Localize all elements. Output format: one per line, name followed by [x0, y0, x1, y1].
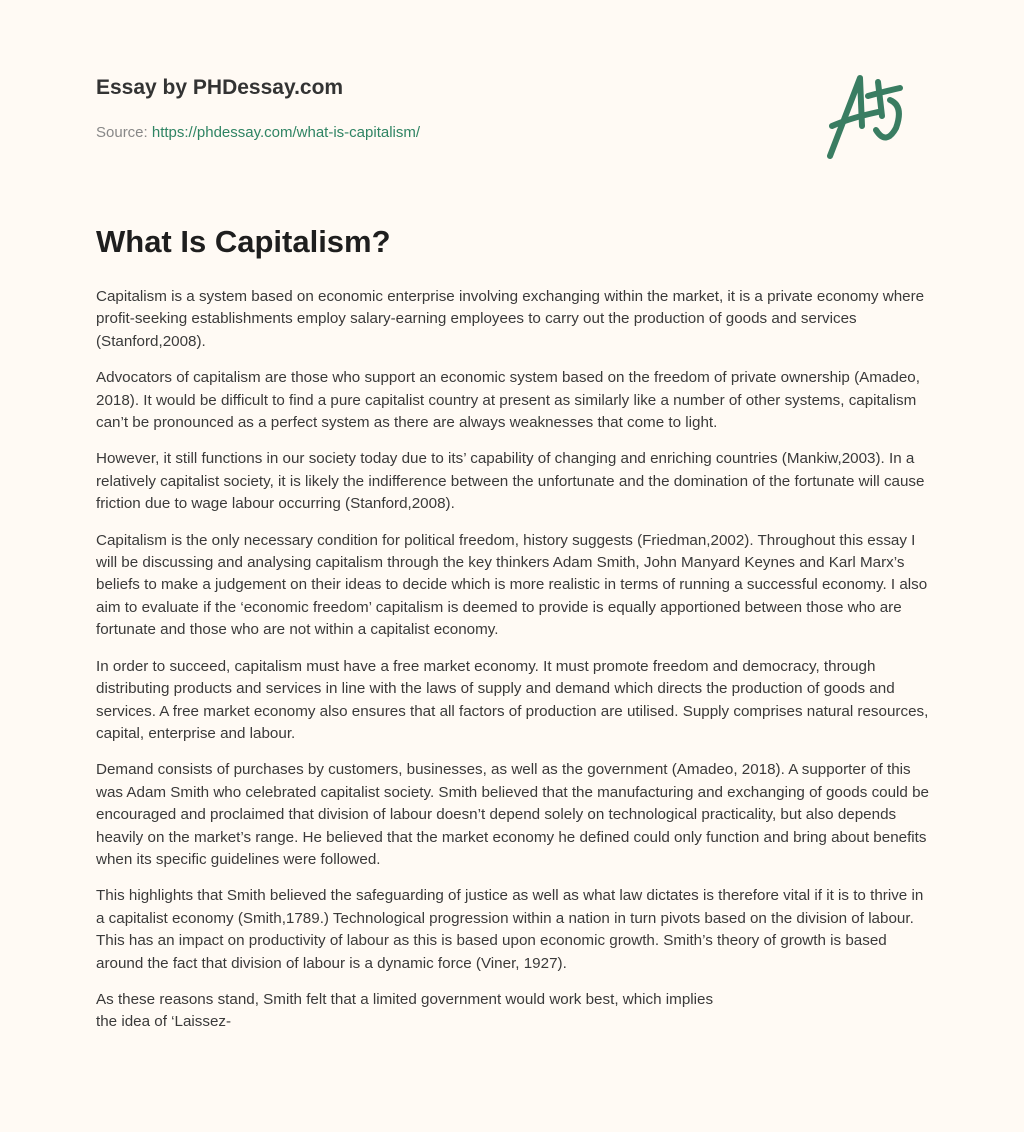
site-title: Essay by PHDessay.com — [96, 76, 344, 99]
paragraph: This highlights that Smith believed the safeguarding of justice as well as what law dictates is therefore vital if it is to thrive in a capitalist economy (Smith,1789.) Technological progression within a nation in turn pivots based on the division of labour. This has an impact on productivity of labour as this is based upon economic growth. Smith’s theory of growth is based around the fact that division of labour is a dynamic force (Viner, 1927). — [96, 887, 924, 972]
source-label: Source: — [96, 124, 152, 141]
paragraph: In order to succeed, capitalism must have a free market economy. It must promote freedom and democracy, through distributing products and services in line with the laws of supply and demand which directs the production of goods and services. A free market economy also ensures that all factors of production are utilised. Supply comprises natural resources, capital, enterprise and labour. — [96, 657, 929, 742]
paragraph: However, it still functions in our society today due to its’ capability of changing and enriching countries (Mankiw,2003). In a relatively capitalist society, it is likely the indifference between the unfortunate and the domination of the fortunate will cause friction due to wage labour occurring (Stanford,2008). — [96, 450, 925, 513]
paragraph: Demand consists of purchases by customers, businesses, as well as the government (Amadeo, 2018). A supporter of this was Adam Smith who celebrated capitalist society. Smith believed that the manufacturing and exchanging of goods could be encouraged and proclaimed that division of labour doesn’t depend solely on technological practicality, but also depends heavily on the market’s range. He believed that the market economy he defined could only function and bring about benefits when its specific guidelines were followed. — [96, 761, 929, 868]
source-link[interactable]: https://phdessay.com/what-is-capitalism/ — [151, 124, 421, 141]
paragraph: Capitalism is the only necessary condition for political freedom, history suggests (Friedman,2002). Throughout this essay I will be discussing and analysing capitalism through the key thinkers Adam Smith, John Manyard Keynes and Karl Marx’s beliefs to make a judgement on their ideas to decide which is more realistic in terms of running a successful economy. I also aim to evaluate if the ‘economic freedom’ capitalism is deemed to provide is equally apportioned between those who are fortunate and those who are not within a capitalist economy. — [96, 531, 928, 639]
a-plus-logo — [820, 66, 930, 166]
source-line — [96, 124, 420, 141]
paragraph: Advocators of capitalism are those who support an economic system based on the freedom of private ownership (Amadeo, 2018). It would be difficult to find a pure capitalist country at present as similarly like a number of other systems, capitalism can’t be pronounced as a perfect system as there are always weaknesses that come to light. — [96, 369, 920, 432]
essay-title: What Is Capitalism? — [96, 224, 391, 259]
paragraph: Capitalism is a system based on economic enterprise involving exchanging within the market, it is a private economy where profit-seeking establishments employ salary-earning employees to carry out the production of goods and services (Stanford,2008). — [96, 288, 925, 350]
essay-body — [96, 286, 934, 1048]
paragraph: As these reasons stand, Smith felt that a limited government would work best, which implies the idea of ‘Laissez- — [96, 990, 714, 1031]
